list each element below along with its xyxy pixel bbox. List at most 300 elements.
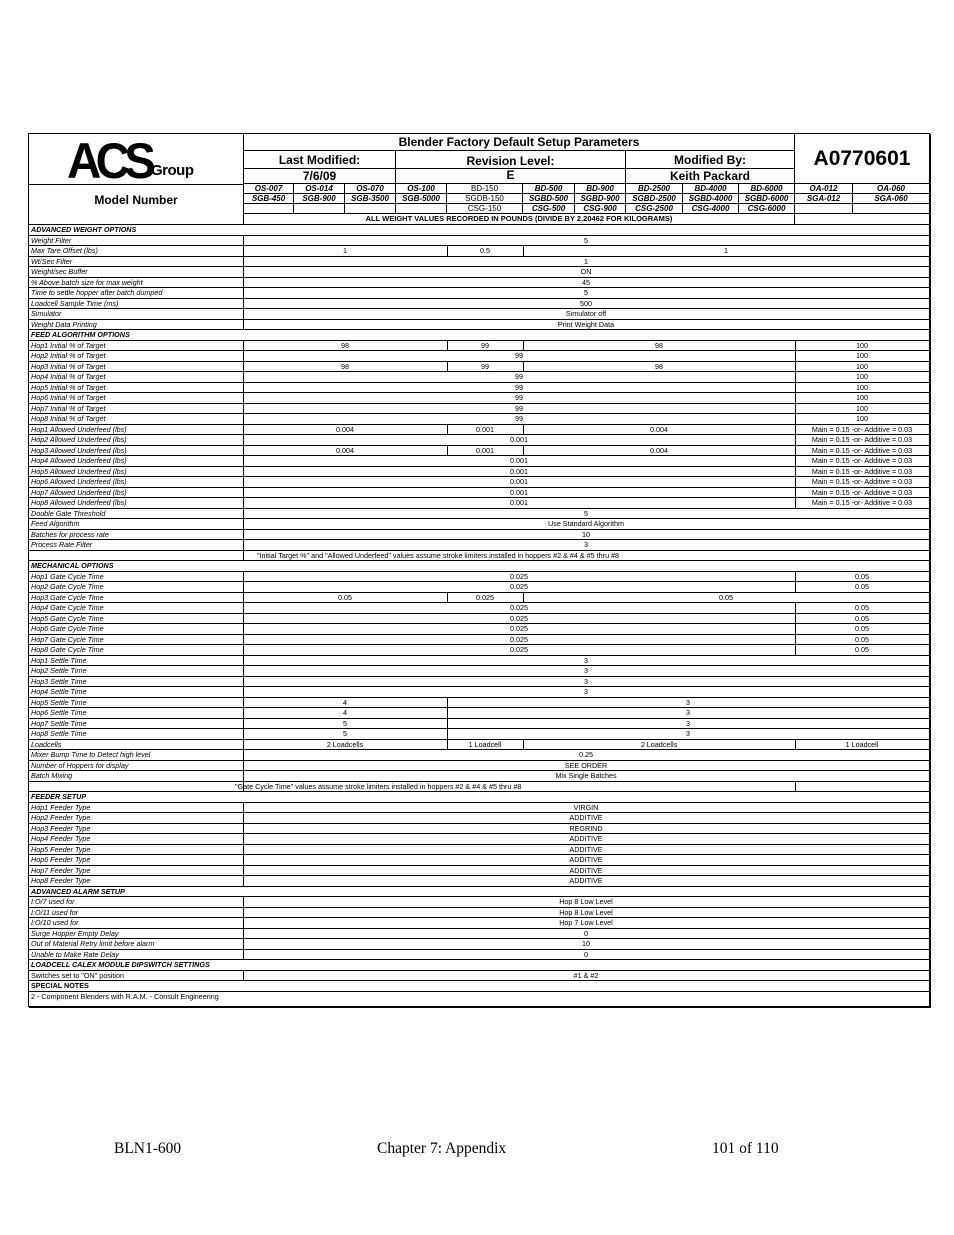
doc-number: A0770601 bbox=[795, 134, 929, 184]
row-label: Hop4 Initial % of Target bbox=[31, 372, 106, 381]
model-5-line-0: BD-500 bbox=[523, 184, 575, 194]
table-row bbox=[29, 404, 929, 415]
table-row bbox=[29, 698, 929, 709]
row-value: 0.05 bbox=[855, 634, 869, 644]
model-8-line-1: SGBD-4000 bbox=[683, 194, 739, 204]
row-value: 0.05 bbox=[855, 582, 869, 591]
row-value: 0.001 bbox=[510, 477, 528, 486]
revision-label: Revision Level: bbox=[396, 151, 626, 169]
model-9-line-0: BD-6000 bbox=[739, 184, 795, 194]
logo-acs-text: ACS bbox=[67, 133, 151, 189]
table-row bbox=[29, 540, 929, 551]
model-9-line-2: CSG-6000 bbox=[739, 204, 795, 214]
table-row bbox=[29, 383, 929, 394]
model-5-line-1: SGBD-500 bbox=[523, 194, 575, 204]
parameters-table bbox=[29, 225, 929, 1006]
row-label: Weight Filter bbox=[31, 235, 72, 245]
row-label: I:O/10 used for bbox=[31, 918, 79, 927]
row-value: 4 bbox=[343, 708, 347, 717]
row-label: Hop1 Allowed Underfeed (lbs) bbox=[31, 424, 127, 434]
table-row bbox=[29, 582, 929, 593]
row-label: Mixer Bump Time to Detect high level bbox=[31, 750, 151, 759]
row-label: Hop4 Allowed Underfeed (lbs) bbox=[31, 456, 127, 465]
table-row bbox=[29, 750, 929, 761]
row-value: #1 & #2 bbox=[573, 970, 599, 980]
table-row bbox=[29, 467, 929, 478]
row-label: Out of Material Retry limit before alarm bbox=[31, 939, 155, 948]
table-row bbox=[29, 477, 929, 488]
row-label: Hop1 Initial % of Target bbox=[31, 340, 106, 350]
table-row bbox=[29, 677, 929, 688]
row-value: 100 bbox=[856, 403, 868, 413]
row-label: Hop2 Allowed Underfeed (lbs) bbox=[31, 435, 127, 444]
table-row bbox=[29, 803, 929, 814]
row-label: Hop4 Feeder Type bbox=[31, 834, 91, 843]
table-row bbox=[29, 624, 929, 635]
row-value: 5 bbox=[584, 508, 588, 518]
row-label: Hop2 Gate Cycle Time bbox=[31, 582, 104, 591]
row-value: 3 bbox=[686, 708, 690, 717]
row-label: I:O/7 used for bbox=[31, 897, 75, 906]
model-4-line-2: CSG-150 bbox=[447, 204, 523, 214]
footer-chapter: Chapter 7: Appendix bbox=[377, 1140, 507, 1157]
table-row bbox=[29, 939, 929, 950]
table-row bbox=[29, 603, 929, 614]
table-row bbox=[29, 876, 929, 887]
row-value: 0.001 bbox=[510, 466, 528, 476]
model-6-line-0: BD-900 bbox=[575, 184, 626, 194]
model-9-line-1: SGBD-6000 bbox=[739, 194, 795, 204]
table-row bbox=[29, 645, 929, 656]
model-0-line-2 bbox=[243, 204, 294, 214]
row-label: I:O/11 used for bbox=[31, 907, 79, 917]
section-header bbox=[29, 960, 929, 971]
table-row bbox=[29, 236, 929, 247]
model-number-label: Model Number bbox=[29, 184, 243, 215]
model-6-line-1: SGBD-900 bbox=[575, 194, 626, 204]
row-label: Hop6 Gate Cycle Time bbox=[31, 624, 104, 633]
model-7-line-2: CSG-2500 bbox=[626, 204, 683, 214]
row-label: FEEDER SETUP bbox=[31, 792, 87, 801]
model-7-line-1: SGBD-2500 bbox=[626, 194, 683, 204]
row-value: 0.001 bbox=[476, 424, 494, 434]
model-0-line-0: OS-007 bbox=[243, 184, 294, 194]
row-value: ON bbox=[580, 267, 592, 276]
row-label: Hop6 Settle Time bbox=[31, 708, 87, 717]
row-value: 1 Loadcell bbox=[468, 739, 502, 749]
row-value: 100 bbox=[856, 340, 868, 350]
table-row bbox=[29, 708, 929, 719]
row-value: 5 bbox=[343, 718, 347, 728]
table-row bbox=[29, 551, 929, 562]
row-value: Print Weight Data bbox=[557, 319, 615, 329]
row-value: ADDITIVE bbox=[569, 813, 603, 822]
row-label: Loadcell Sample Time (ms) bbox=[31, 298, 119, 308]
row-label: Number of Hoppers for display bbox=[31, 760, 129, 770]
row-label: Hop5 Allowed Underfeed (lbs) bbox=[31, 466, 127, 476]
row-value: 0.025 bbox=[510, 613, 528, 623]
table-row bbox=[29, 761, 929, 772]
row-value: 3 bbox=[686, 718, 690, 728]
row-label: LOADCELL CALEX MODULE DIPSWITCH SETTINGS bbox=[31, 960, 210, 969]
model-7-line-0: BD-2500 bbox=[626, 184, 683, 194]
model-5-line-2: CSG-500 bbox=[523, 204, 575, 214]
row-label: ADVANCED ALARM SETUP bbox=[31, 886, 125, 896]
model-4-line-1: SGDB-150 bbox=[447, 194, 523, 204]
table-row bbox=[29, 593, 929, 604]
row-value: ADDITIVE bbox=[569, 855, 603, 864]
row-value: 0.5 bbox=[480, 246, 490, 255]
table-row bbox=[29, 929, 929, 940]
row-value: 500 bbox=[580, 298, 592, 308]
table-row bbox=[29, 498, 929, 509]
model-3-line-1: SGB-5000 bbox=[396, 194, 447, 204]
table-row bbox=[29, 824, 929, 835]
row-value: 3 bbox=[584, 655, 588, 665]
last-modified-value: 7/6/09 bbox=[243, 169, 396, 184]
row-value: 0.05 bbox=[338, 592, 352, 602]
row-value: ADDITIVE bbox=[569, 865, 603, 875]
row-value: REGRIND bbox=[569, 823, 603, 833]
row-label: Max Tare Offset (lbs) bbox=[31, 246, 98, 255]
table-row bbox=[29, 614, 929, 625]
row-value: 45 bbox=[582, 277, 590, 287]
row-value: Main = 0.15 -or- Additive = 0.03 bbox=[811, 498, 913, 507]
row-value: ADDITIVE bbox=[569, 844, 603, 854]
row-label: Time to settle hopper after batch dumped bbox=[31, 288, 163, 297]
row-label: Hop1 Settle Time bbox=[31, 655, 87, 665]
table-row bbox=[29, 729, 929, 740]
row-value: 100 bbox=[856, 393, 868, 402]
section-header bbox=[29, 887, 929, 898]
row-value: 98 bbox=[655, 340, 663, 350]
table-row bbox=[29, 719, 929, 730]
table-row bbox=[29, 288, 929, 299]
table-row bbox=[29, 425, 929, 436]
row-label: Hop3 Initial % of Target bbox=[31, 361, 106, 371]
model-11-line-1: SGA-060 bbox=[853, 194, 929, 204]
table-row bbox=[29, 855, 929, 866]
row-value: 0.025 bbox=[510, 571, 528, 581]
model-2-line-1: SGB-3500 bbox=[345, 194, 396, 204]
table-row bbox=[29, 866, 929, 877]
row-value: 0.004 bbox=[336, 424, 354, 434]
row-value: 99 bbox=[481, 340, 489, 350]
table-row bbox=[29, 446, 929, 457]
row-value: Hop 8 Low Level bbox=[559, 897, 613, 906]
row-label: SPECIAL NOTES bbox=[31, 981, 89, 990]
row-value: 0.001 bbox=[510, 487, 528, 497]
row-label: Switches set to "ON" position bbox=[31, 970, 124, 980]
table-row bbox=[29, 782, 929, 793]
table-row bbox=[29, 656, 929, 667]
row-label: Hop5 Feeder Type bbox=[31, 844, 91, 854]
row-label: Surge Hopper Empty Delay bbox=[31, 928, 119, 938]
row-value: Main = 0.15 -or- Additive = 0.03 bbox=[811, 477, 913, 486]
row-label: Hop7 Settle Time bbox=[31, 718, 87, 728]
table-row bbox=[29, 320, 929, 331]
row-value: 5 bbox=[343, 729, 347, 738]
table-row bbox=[29, 414, 929, 425]
table-row bbox=[29, 950, 929, 961]
row-value: 99 bbox=[515, 414, 523, 423]
row-value: 0.05 bbox=[855, 603, 869, 612]
row-value: 100 bbox=[856, 414, 868, 423]
table-row bbox=[29, 740, 929, 751]
row-label: Hop5 Settle Time bbox=[31, 697, 87, 707]
row-value: 99 bbox=[515, 372, 523, 381]
row-value: 1 bbox=[724, 246, 728, 255]
row-value: 0 bbox=[584, 949, 588, 959]
model-2-line-2 bbox=[345, 204, 396, 214]
row-value: Main = 0.15 -or- Additive = 0.03 bbox=[811, 435, 913, 444]
table-row bbox=[29, 488, 929, 499]
row-label: Loadcells bbox=[31, 739, 62, 749]
row-label: Hop5 Gate Cycle Time bbox=[31, 613, 104, 623]
row-label: Hop8 Feeder Type bbox=[31, 876, 91, 885]
modified-by-label: Modified By: bbox=[626, 151, 795, 169]
row-label: Hop4 Gate Cycle Time bbox=[31, 603, 104, 612]
row-value: 1 bbox=[584, 256, 588, 266]
section-header bbox=[29, 330, 929, 341]
row-value: Main = 0.15 -or- Additive = 0.03 bbox=[811, 466, 913, 476]
row-value: 0.05 bbox=[855, 571, 869, 581]
row-value: SEE ORDER bbox=[564, 760, 608, 770]
row-label: Hop7 Initial % of Target bbox=[31, 403, 106, 413]
row-value: 0.001 bbox=[476, 445, 494, 455]
model-3-line-0: OS-100 bbox=[396, 184, 447, 194]
model-6-line-2: CSG-900 bbox=[575, 204, 626, 214]
row-value: 5 bbox=[584, 235, 588, 245]
row-value: 0.025 bbox=[510, 582, 528, 591]
row-value: Hop 7 Low Level bbox=[559, 918, 613, 927]
model-10-line-1: SGA-012 bbox=[795, 194, 853, 204]
table-row bbox=[29, 257, 929, 268]
row-label: Hop2 Settle Time bbox=[31, 666, 87, 675]
row-value: 0.004 bbox=[650, 424, 668, 434]
footnote: "Gate Cycle Time" values assume stroke limiters installed in hoppers #2 & #4 & #5 thru #8 bbox=[235, 781, 522, 791]
model-4-line-0: BD-150 bbox=[447, 184, 523, 194]
row-value: VIRGIN bbox=[573, 802, 599, 812]
table-row bbox=[29, 362, 929, 373]
row-label: Hop5 Initial % of Target bbox=[31, 382, 106, 392]
table-row bbox=[29, 278, 929, 289]
logo-group-text: Group bbox=[151, 162, 194, 179]
model-2-line-0: OS-070 bbox=[345, 184, 396, 194]
row-value: 99 bbox=[515, 351, 523, 360]
row-label: Hop4 Settle Time bbox=[31, 687, 87, 696]
row-value: 10 bbox=[582, 529, 590, 539]
row-value: 10 bbox=[582, 939, 590, 948]
row-value: 99 bbox=[515, 403, 523, 413]
model-8-line-0: BD-4000 bbox=[683, 184, 739, 194]
model-10-line-2 bbox=[795, 204, 853, 214]
row-value: Mix Single Batches bbox=[555, 771, 617, 780]
row-label: FEED ALGORITHM OPTIONS bbox=[31, 330, 130, 339]
row-value: Main = 0.15 -or- Additive = 0.03 bbox=[811, 456, 913, 465]
row-label: % Above batch size for max weight bbox=[31, 277, 143, 287]
row-value: 0.05 bbox=[855, 613, 869, 623]
row-value: 0.05 bbox=[855, 645, 869, 654]
row-value: 0.001 bbox=[510, 498, 528, 507]
row-value: 98 bbox=[655, 361, 663, 371]
table-row bbox=[29, 309, 929, 320]
table-row bbox=[29, 666, 929, 677]
row-value: Simulator off bbox=[565, 309, 607, 318]
table-row bbox=[29, 372, 929, 383]
row-label: Weight/sec Buffer bbox=[31, 267, 88, 276]
row-value: 0.004 bbox=[336, 445, 354, 455]
table-row bbox=[29, 992, 929, 1006]
table-row bbox=[29, 246, 929, 257]
row-label: Feed Algorithm bbox=[31, 519, 80, 528]
row-label: Hop2 Initial % of Target bbox=[31, 351, 106, 360]
row-label: Hop6 Allowed Underfeed (lbs) bbox=[31, 477, 127, 486]
model-11-line-2 bbox=[853, 204, 929, 214]
footer-doc-id: BLN1-600 bbox=[114, 1140, 182, 1157]
row-value: 0.001 bbox=[510, 456, 528, 465]
table-row bbox=[29, 299, 929, 310]
row-value: 3 bbox=[686, 697, 690, 707]
table-row bbox=[29, 456, 929, 467]
row-label: Hop6 Feeder Type bbox=[31, 855, 91, 864]
row-label: Unable to Make Rate Delay bbox=[31, 949, 119, 959]
table-row bbox=[29, 834, 929, 845]
column-divider bbox=[243, 551, 244, 561]
row-value: 3 bbox=[584, 676, 588, 686]
table-row bbox=[29, 393, 929, 404]
model-8-line-2: CSG-4000 bbox=[683, 204, 739, 214]
row-label: MECHANICAL OPTIONS bbox=[31, 561, 114, 570]
row-label: Batches for process rate bbox=[31, 529, 109, 539]
row-label: Hop7 Gate Cycle Time bbox=[31, 634, 104, 644]
table-row bbox=[29, 509, 929, 520]
row-value: Hop 8 Low Level bbox=[559, 907, 613, 917]
table-row bbox=[29, 845, 929, 856]
row-value: 0.025 bbox=[476, 592, 494, 602]
model-10-line-0: OA-012 bbox=[795, 184, 853, 194]
sheet-title: Blender Factory Default Setup Parameters bbox=[243, 134, 795, 151]
row-label: Hop3 Settle Time bbox=[31, 676, 87, 686]
row-value: 1 Loadcell bbox=[845, 739, 879, 749]
row-value: 3 bbox=[584, 687, 588, 696]
table-row bbox=[29, 530, 929, 541]
row-label: Hop7 Feeder Type bbox=[31, 865, 91, 875]
row-value: 98 bbox=[341, 361, 349, 371]
row-label: Weight Data Printing bbox=[31, 319, 97, 329]
row-label: 2 - Component Blenders with R.A.M. - Consult Engineering bbox=[31, 991, 219, 1001]
row-value: 99 bbox=[515, 393, 523, 402]
row-value: 3 bbox=[584, 540, 588, 549]
units-note: ALL WEIGHT VALUES RECORDED IN POUNDS (DIVIDE BY 2.20462 FOR KILOGRAMS) bbox=[243, 214, 795, 224]
table-row bbox=[29, 897, 929, 908]
row-value: 4 bbox=[343, 697, 347, 707]
row-value: ADDITIVE bbox=[569, 876, 603, 885]
row-value: 0.025 bbox=[510, 645, 528, 654]
row-label: Simulator bbox=[31, 309, 62, 318]
row-value: 0.025 bbox=[510, 634, 528, 644]
row-value: 0.25 bbox=[579, 750, 593, 759]
row-label: Hop8 Allowed Underfeed (lbs) bbox=[31, 498, 127, 507]
row-label: Wt/Sec Filter bbox=[31, 256, 73, 266]
row-value: 100 bbox=[856, 351, 868, 360]
row-value: 0.025 bbox=[510, 624, 528, 633]
row-value: 0.05 bbox=[719, 592, 733, 602]
table-row bbox=[29, 435, 929, 446]
footnote: "Initial Target %" and "Allowed Underfeed" values assume stroke limiters installed in hoppers #2 & #4 & #5 thru #8 bbox=[257, 550, 620, 560]
table-row bbox=[29, 341, 929, 352]
section-header bbox=[29, 561, 929, 572]
row-value: 0.004 bbox=[650, 445, 668, 455]
row-value: 2 Loadcells bbox=[326, 739, 364, 749]
row-value: 0.05 bbox=[855, 624, 869, 633]
row-value: 1 bbox=[343, 246, 347, 255]
row-value: 99 bbox=[515, 382, 523, 392]
row-value: 0.025 bbox=[510, 603, 528, 612]
row-label: Hop7 Allowed Underfeed (lbs) bbox=[31, 487, 127, 497]
row-label: Hop2 Feeder Type bbox=[31, 813, 91, 822]
row-value: 2 Loadcells bbox=[640, 739, 678, 749]
model-3-line-2 bbox=[396, 204, 447, 214]
sheet-header bbox=[29, 134, 929, 225]
table-row bbox=[29, 908, 929, 919]
row-value: 100 bbox=[856, 361, 868, 371]
row-label: Hop3 Gate Cycle Time bbox=[31, 592, 104, 602]
row-label: Hop8 Settle Time bbox=[31, 729, 87, 738]
row-value: 100 bbox=[856, 382, 868, 392]
row-label: Double Gate Threshold bbox=[31, 508, 106, 518]
row-value: 3 bbox=[584, 666, 588, 675]
row-value: 3 bbox=[686, 729, 690, 738]
table-row bbox=[29, 971, 929, 982]
revision-value: E bbox=[396, 169, 626, 184]
footer-page-number: 101 of 110 bbox=[712, 1140, 779, 1157]
row-value: 0.001 bbox=[510, 435, 528, 444]
table-row bbox=[29, 918, 929, 929]
row-value: 99 bbox=[481, 361, 489, 371]
table-row bbox=[29, 351, 929, 362]
row-label: Hop8 Initial % of Target bbox=[31, 414, 106, 423]
table-row bbox=[29, 771, 929, 782]
row-label: Hop3 Feeder Type bbox=[31, 823, 91, 833]
row-value: 0 bbox=[584, 928, 588, 938]
model-1-line-0: OS-014 bbox=[294, 184, 345, 194]
row-label: Hop6 Initial % of Target bbox=[31, 393, 106, 402]
row-value: 98 bbox=[341, 340, 349, 350]
row-value: Main = 0.15 -or- Additive = 0.03 bbox=[811, 424, 913, 434]
modified-by-value: Keith Packard bbox=[626, 169, 795, 184]
setup-parameters-sheet bbox=[28, 133, 930, 1007]
row-value: 100 bbox=[856, 372, 868, 381]
row-label: Hop3 Allowed Underfeed (lbs) bbox=[31, 445, 127, 455]
row-label: Batch Mixing bbox=[31, 771, 73, 780]
row-label: Hop1 Feeder Type bbox=[31, 802, 91, 812]
model-11-line-0: OA-060 bbox=[853, 184, 929, 194]
model-1-line-2 bbox=[294, 204, 345, 214]
row-value: Main = 0.15 -or- Additive = 0.03 bbox=[811, 487, 913, 497]
row-value: Main = 0.15 -or- Additive = 0.03 bbox=[811, 445, 913, 455]
row-label: Hop8 Gate Cycle Time bbox=[31, 645, 104, 654]
column-divider bbox=[795, 782, 796, 792]
model-1-line-1: SGB-900 bbox=[294, 194, 345, 204]
last-modified-label: Last Modified: bbox=[243, 151, 396, 169]
section-header bbox=[29, 981, 929, 992]
row-value: 5 bbox=[584, 288, 588, 297]
table-row bbox=[29, 635, 929, 646]
table-row bbox=[29, 267, 929, 278]
row-value: Use Standard Algorithm bbox=[548, 519, 624, 528]
table-row bbox=[29, 572, 929, 583]
